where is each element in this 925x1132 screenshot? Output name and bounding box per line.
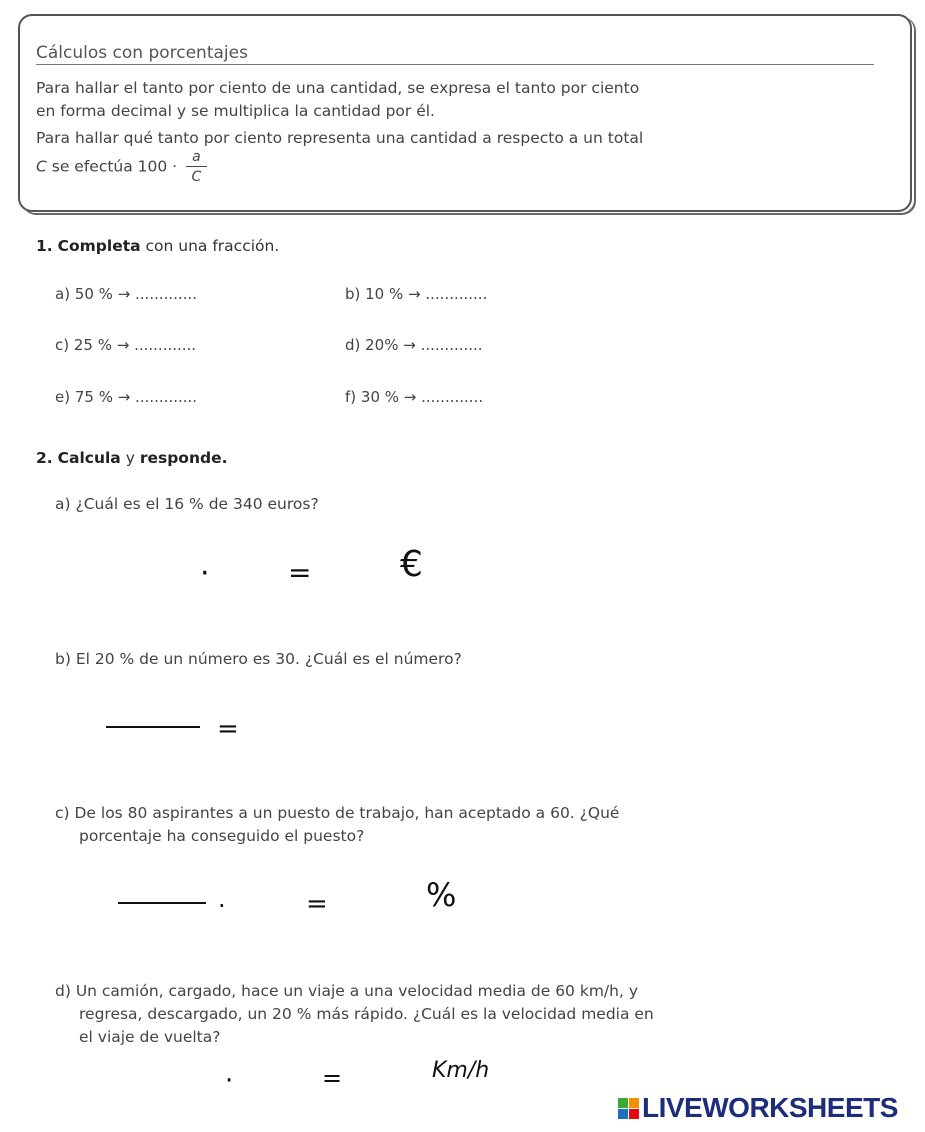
q1-item-e[interactable]: e) 75 % → ............. (55, 388, 198, 406)
q1-item-f[interactable]: f) 30 % → ............. (345, 388, 484, 406)
q1-item-b[interactable]: b) 10 % → ............. (345, 285, 488, 303)
answer-c-fraction-line[interactable] (118, 902, 206, 904)
logo-mark-icon (618, 1098, 639, 1119)
box-title: Cálculos con porcentajes (36, 42, 874, 65)
logo-text: LIVEWORKSHEETS (642, 1092, 898, 1123)
q1-item-d[interactable]: d) 20% → ............. (345, 336, 483, 354)
answer-b-equals: = (217, 714, 239, 744)
question-2: 2. Calcula y responde. (36, 449, 228, 467)
q2-d-text: d) Un camión, cargado, hace un viaje a una velocidad media de 60 km/h, y regresa, descargado, un 20 % más rápido. ¿Cuál es la velocidad media en el viaje de vuelta? (55, 982, 654, 1046)
q2-c-text: c) De los 80 aspirantes a un puesto de trabajo, han aceptado a 60. ¿Qué porcentaje ha conseguido el puesto? (55, 804, 620, 845)
answer-c-dot: · (218, 892, 226, 920)
liveworksheets-logo[interactable] (618, 1093, 898, 1123)
answer-a-dot[interactable]: · (200, 556, 210, 591)
answer-a-equals: = (288, 556, 312, 589)
answer-b-fraction-line[interactable] (106, 726, 200, 728)
fraction-a-over-c: $\frac{a}{C}$ (186, 150, 207, 184)
answer-d-dot[interactable]: · (225, 1066, 234, 1096)
q2-b-text: b) El 20 % de un número es 30. ¿Cuál es el número? (55, 650, 462, 668)
percent-icon: % (426, 876, 457, 914)
answer-d-unit: Km/h (432, 1058, 490, 1083)
question-1: 1. Completa con una fracción. (36, 237, 280, 255)
rule-1: Para hallar el tanto por ciento de una cantidad, se expresa el tanto por ciento en forma decimal y se multiplica la cantidad por él. (36, 79, 640, 120)
q1-item-a[interactable]: a) 50 % → ............. (55, 285, 198, 303)
rule-2-var: C (36, 157, 47, 176)
rule-2: Para hallar qué tanto por ciento representa una cantidad a respecto a un total C se efectúa 100 · $\frac{a}{C}$ (36, 129, 644, 185)
answer-c-equals: = (306, 889, 328, 919)
euro-icon: € (400, 544, 423, 585)
q1-item-c[interactable]: c) 25 % → ............. (55, 336, 197, 354)
q2-a-text: a) ¿Cuál es el 16 % de 340 euros? (55, 495, 319, 513)
answer-d-equals: = (322, 1064, 343, 1092)
